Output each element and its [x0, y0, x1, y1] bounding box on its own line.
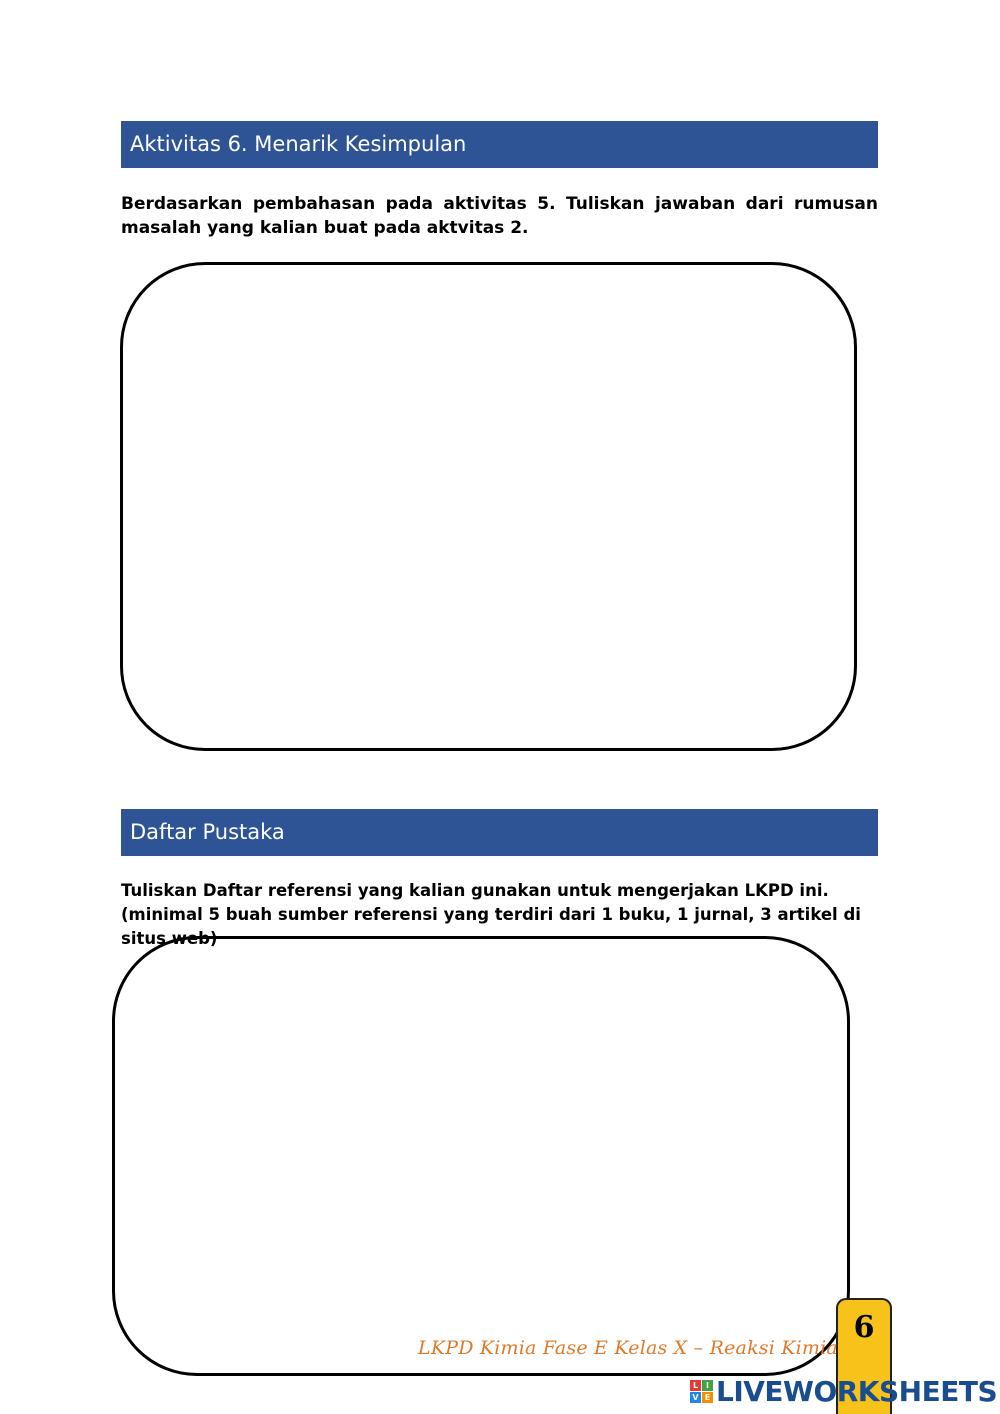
logo-letter-e: E — [702, 1392, 713, 1403]
instruction-kesimpulan: Berdasarkan pembahasan pada aktivitas 5. Tuliskan jawaban dari rumusan masalah yang kalian buat pada aktvitas 2. — [121, 194, 878, 238]
logo-letter-i: I — [702, 1380, 713, 1391]
section-header-kesimpulan: Aktivitas 6. Menarik Kesimpulan — [121, 121, 878, 168]
liveworksheets-logo — [690, 1375, 997, 1407]
answer-box-kesimpulan[interactable] — [120, 262, 857, 751]
answer-box-daftar-pustaka[interactable] — [112, 936, 850, 1376]
logo-letter-v: V — [690, 1392, 701, 1403]
liveworksheets-text: LIVEWORKSHEETS — [716, 1374, 998, 1408]
section-header-daftar-pustaka: Daftar Pustaka — [121, 809, 878, 856]
liveworksheets-icon — [690, 1380, 713, 1403]
logo-letter-l: L — [690, 1380, 701, 1391]
page-number: 6 — [853, 1310, 875, 1345]
instruction-daftar-pustaka: Tuliskan Daftar referensi yang kalian gunakan untuk mengerjakan LKPD ini. (minimal 5 buah sumber referensi yang terdiri dari 1 buku, 1 jurnal, 3 artikel di situs web) — [121, 881, 861, 948]
footer-caption: LKPD Kimia Fase E Kelas X – Reaksi Kimia — [418, 1337, 838, 1359]
